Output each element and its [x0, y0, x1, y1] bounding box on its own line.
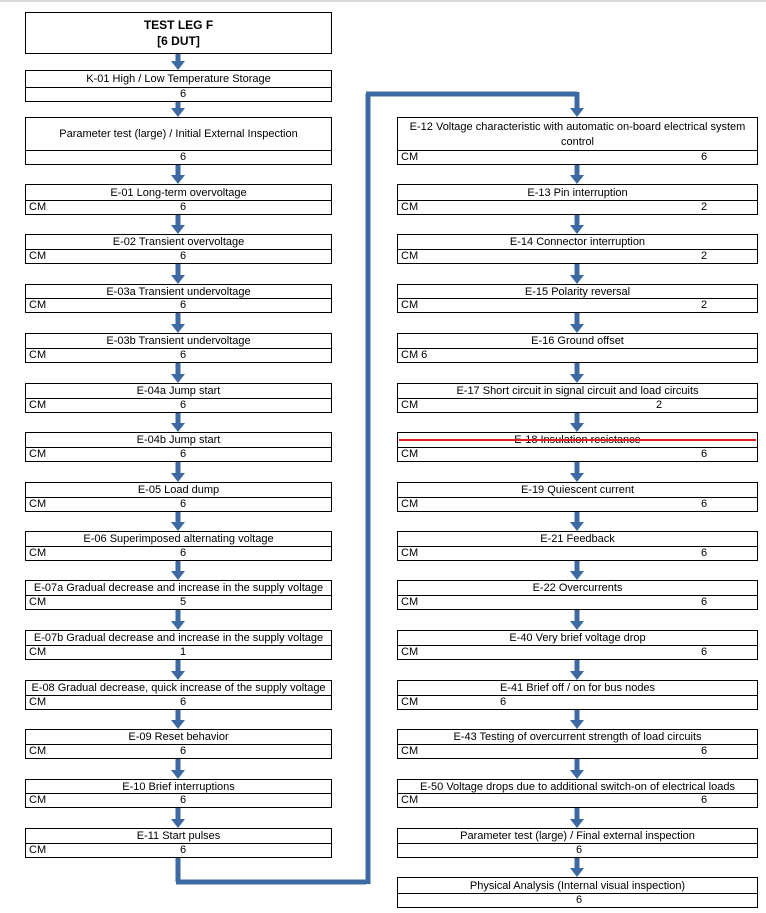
test-step-method-label: CM [401, 696, 419, 708]
test-step-box [25, 482, 332, 512]
test-step-method-label: CM [401, 448, 419, 460]
flow-arrowhead [570, 522, 584, 531]
flow-arrowhead [570, 374, 584, 383]
test-step-dut-count: 6 [701, 151, 708, 163]
header-line-1: TEST LEG F [143, 18, 214, 32]
test-step-title: E-43 Testing of overcurrent strength of load circuits [453, 731, 702, 743]
test-step-box [397, 877, 758, 908]
test-step-footer [398, 744, 757, 758]
test-step-title: E-07a Gradual decrease and increase in the supply voltage [33, 582, 324, 594]
test-step-dut-count: 6 [701, 596, 708, 608]
test-step-title: E-19 Quiescent current [520, 484, 635, 496]
test-step-title: E-50 Voltage drops due to additional switch-on of electrical loads [420, 780, 735, 793]
test-step-dut-count: 6 [701, 498, 708, 510]
flow-arrowhead [171, 61, 185, 70]
test-step-dut-count: 6 [701, 646, 708, 658]
test-step-title: E-11 Start pulses [136, 830, 221, 842]
test-step-dut-count: 2 [701, 299, 708, 311]
test-step-method-label: CM [29, 448, 47, 460]
test-step-method-label: CM [29, 399, 47, 411]
flow-arrowhead [171, 770, 185, 779]
test-step-title: E-04a Jump start [136, 385, 221, 397]
test-step-title: E-40 Very brief voltage drop [509, 632, 646, 644]
test-step-box [25, 630, 332, 660]
test-step-box [397, 828, 758, 858]
test-step-title: E-15 Polarity reversal [524, 285, 631, 298]
test-step-title: E-05 Load dump [137, 484, 220, 496]
test-step-title: E-06 Superimposed alternating voltage [83, 533, 274, 545]
test-step-dut-count: 6 [180, 844, 187, 856]
test-step-box [397, 184, 758, 215]
test-step-footer [398, 200, 757, 214]
test-step-box [397, 333, 758, 363]
flow-arrowhead [171, 225, 185, 234]
test-step-method-label: CM [29, 250, 47, 262]
test-step-box [25, 828, 332, 858]
flow-arrowhead [171, 571, 185, 580]
flow-arrowhead [171, 819, 185, 828]
test-step-title: E-01 Long-term overvoltage [110, 186, 247, 199]
test-step-title: E-09 Reset behavior [128, 731, 229, 743]
test-step-method-label: CM [401, 201, 419, 213]
test-step-title: E-22 Overcurrents [532, 582, 623, 594]
test-step-footer [26, 695, 331, 709]
test-step-dut-count: 6 [701, 448, 708, 460]
test-step-box [397, 383, 758, 413]
strike-through-line [399, 439, 756, 441]
test-step-footer [398, 298, 757, 312]
test-step-footer [398, 249, 757, 263]
test-step-method-label: CM [29, 696, 47, 708]
test-step-title: E-02 Transient overvoltage [112, 236, 245, 248]
test-step-footer [26, 744, 331, 758]
test-step-box [25, 234, 332, 264]
test-step-title: E-14 Connector interruption [509, 236, 646, 248]
flow-arrowhead [570, 621, 584, 630]
test-step-method-label: CM [29, 596, 47, 608]
test-step-method-label: CM [401, 547, 419, 559]
test-step-box [25, 432, 332, 462]
test-step-method-label: CM [401, 250, 419, 262]
flow-arrowhead [570, 473, 584, 482]
test-step-box [397, 729, 758, 759]
test-step-dut-count: 6 [180, 498, 187, 510]
test-step-footer [398, 497, 757, 511]
test-step-footer [26, 298, 331, 312]
test-step-box [397, 630, 758, 660]
test-step-box [397, 580, 758, 610]
test-step-dut-count: 2 [701, 201, 708, 213]
test-step-footer [26, 595, 331, 609]
test-step-footer [26, 398, 331, 412]
test-step-footer [398, 150, 757, 164]
test-step-title: E-08 Gradual decrease, quick increase of the supply voltage [31, 682, 326, 694]
flow-arrowhead [171, 175, 185, 184]
test-step-box [25, 580, 332, 610]
test-step-dut-count: 6 [500, 696, 507, 708]
test-step-dut-count: 6 [180, 696, 187, 708]
test-step-box [25, 383, 332, 413]
test-step-box [25, 729, 332, 759]
test-step-box [397, 482, 758, 512]
test-step-method-label: CM [401, 399, 419, 411]
test-step-box [397, 680, 758, 710]
test-step-title: E-16 Ground offset [531, 335, 624, 347]
test-step-method-label: CM [401, 151, 419, 163]
test-step-method-label: CM [29, 498, 47, 510]
test-step-dut-count: 6 [180, 349, 187, 361]
test-step-footer [26, 497, 331, 511]
test-step-method-label: CM [401, 794, 419, 806]
test-step-box [397, 779, 758, 808]
test-step-title: E-21 Feedback [540, 533, 615, 545]
flow-arrowhead [570, 571, 584, 580]
test-step-box [25, 117, 332, 165]
header-line-2: [6 DUT] [157, 34, 200, 48]
test-step-title: Parameter test (large) / Initial External Inspection [59, 128, 298, 140]
test-step-box [397, 117, 758, 165]
test-step-title: E-07b Gradual decrease and increase in the supply voltage [33, 632, 324, 644]
test-step-dut-count: 6 [701, 547, 708, 559]
flow-arrowhead [570, 275, 584, 284]
test-step-footer [26, 200, 331, 214]
test-step-method-label: CM [401, 745, 419, 757]
flow-arrowhead [570, 423, 584, 432]
test-step-box [25, 70, 332, 102]
test-step-title: K-01 High / Low Temperature Storage [86, 73, 271, 85]
flow-arrowhead [171, 275, 185, 284]
test-step-dut-count: 6 [180, 745, 187, 757]
test-step-dut-count: 6 [180, 88, 187, 100]
test-step-footer [26, 348, 331, 362]
test-step-box [397, 432, 758, 462]
test-step-title: E-03b Transient undervoltage [106, 335, 251, 347]
flow-arrowhead [570, 324, 584, 333]
test-step-dut-count: 6 [180, 547, 187, 559]
test-step-dut-count: 6 [180, 794, 187, 806]
test-step-footer [26, 249, 331, 263]
flow-arrowhead [570, 720, 584, 729]
test-step-box [25, 779, 332, 808]
test-step-footer [398, 645, 757, 659]
flow-arrowhead [171, 621, 185, 630]
test-step-method-label: CM [29, 844, 47, 856]
test-step-dut-count: 6 [576, 844, 583, 856]
test-step-title: E-13 Pin interruption [527, 186, 628, 199]
test-step-title: Parameter test (large) / Final external inspection [460, 830, 695, 842]
test-step-footer [398, 348, 757, 362]
test-step-footer [26, 150, 331, 164]
test-step-footer [26, 546, 331, 560]
flow-arrowhead [171, 720, 185, 729]
test-step-method-label: CM [29, 201, 47, 213]
test-step-method-label: CM 6 [401, 349, 428, 361]
test-step-method-label: CM [29, 299, 47, 311]
test-step-method-label: CM [401, 299, 419, 311]
test-step-footer [398, 546, 757, 560]
test-step-footer [398, 843, 757, 857]
test-step-footer [26, 793, 331, 807]
test-step-box [25, 333, 332, 363]
test-step-footer [26, 447, 331, 461]
test-step-footer [398, 793, 757, 807]
test-step-footer [398, 893, 757, 907]
test-step-box [25, 531, 332, 561]
test-step-box [397, 531, 758, 561]
flow-arrowhead [570, 225, 584, 234]
test-step-box [25, 184, 332, 215]
test-step-title: E-04b Jump start [136, 434, 221, 446]
test-step-dut-count: 2 [656, 399, 663, 411]
test-step-dut-count: 6 [180, 151, 187, 163]
test-step-method-label: CM [29, 547, 47, 559]
test-step-method-label: CM [29, 745, 47, 757]
flow-arrowhead [171, 423, 185, 432]
test-step-dut-count: 6 [701, 794, 708, 806]
flow-arrowhead [570, 868, 584, 877]
test-step-footer [398, 595, 757, 609]
flow-arrowhead [171, 324, 185, 333]
test-step-method-label: CM [401, 596, 419, 608]
flow-arrowhead [570, 770, 584, 779]
test-step-title: E-03a Transient undervoltage [106, 285, 251, 298]
test-step-title: E-41 Brief off / on for bus nodes [499, 682, 656, 694]
test-step-dut-count: 6 [701, 745, 708, 757]
test-step-method-label: CM [401, 498, 419, 510]
test-step-footer [398, 447, 757, 461]
test-step-footer [398, 398, 757, 412]
test-step-footer [26, 843, 331, 857]
flow-arrowhead [171, 671, 185, 680]
test-step-box [397, 284, 758, 313]
flow-arrowhead [171, 522, 185, 531]
flow-arrowhead [570, 108, 584, 117]
test-step-title: E-12 Voltage characteristic with automatic on-board electrical system control [409, 120, 746, 148]
test-step-dut-count: 6 [576, 894, 583, 906]
test-step-method-label: CM [29, 646, 47, 658]
test-step-dut-count: 6 [180, 448, 187, 460]
test-step-dut-count: 1 [180, 646, 187, 658]
test-step-dut-count: 2 [701, 250, 708, 262]
test-step-dut-count: 5 [180, 596, 187, 608]
test-step-box [25, 284, 332, 313]
test-step-footer [26, 645, 331, 659]
test-step-title: E-17 Short circuit in signal circuit and load circuits [456, 385, 699, 397]
test-step-footer [398, 695, 757, 709]
test-step-dut-count: 6 [180, 299, 187, 311]
test-step-dut-count: 6 [180, 399, 187, 411]
flow-arrowhead [171, 473, 185, 482]
flow-arrowhead [570, 671, 584, 680]
test-step-footer [26, 87, 331, 101]
flow-arrowhead [570, 819, 584, 828]
test-step-box [397, 234, 758, 264]
test-step-dut-count: 6 [180, 201, 187, 213]
test-step-box [25, 680, 332, 710]
flow-arrowhead [570, 175, 584, 184]
flow-arrowhead [171, 374, 185, 383]
flow-arrowhead [171, 108, 185, 117]
test-step-title: E-10 Brief interruptions [122, 780, 235, 793]
test-step-method-label: CM [29, 349, 47, 361]
test-step-method-label: CM [401, 646, 419, 658]
test-step-method-label: CM [29, 794, 47, 806]
test-step-title: Physical Analysis (Internal visual inspection) [469, 879, 686, 892]
test-step-dut-count: 6 [180, 250, 187, 262]
